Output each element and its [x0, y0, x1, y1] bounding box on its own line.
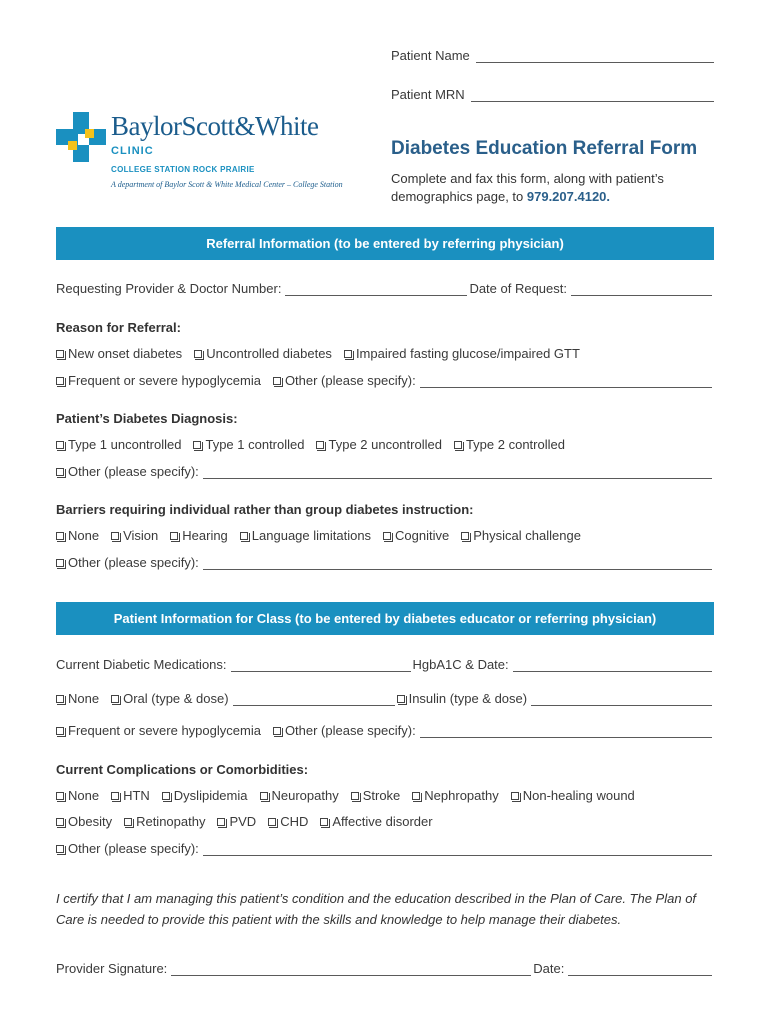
- checkbox-icon: [56, 559, 64, 567]
- option-label: Type 1 uncontrolled: [68, 437, 182, 452]
- medications-input[interactable]: [231, 660, 411, 672]
- option-label: Other (please specify):: [68, 464, 199, 479]
- diagnosis-other-input[interactable]: [203, 467, 712, 479]
- checkbox-icon: [56, 695, 64, 703]
- diagnosis-options: [56, 437, 577, 452]
- comorbidity-chd-checkbox[interactable]: [268, 814, 308, 829]
- form-title: Diabetes Education Referral Form: [391, 138, 698, 159]
- diagnosis-heading: Patient’s Diabetes Diagnosis:: [56, 411, 238, 426]
- barrier-language-checkbox[interactable]: [240, 528, 371, 543]
- diagnosis-type1-uncontrolled-checkbox[interactable]: [56, 437, 181, 452]
- certification-statement: I certify that I am managing this patient’s condition and the education described in the Plan of Care. The Plan of Care is needed to provide this patient with the skills and knowledge to help manage their diabetes.: [56, 891, 697, 927]
- checkbox-icon: [240, 532, 248, 540]
- barrier-physical-checkbox[interactable]: [461, 528, 581, 543]
- checkbox-icon: [56, 727, 64, 735]
- comorbidity-htn-checkbox[interactable]: [111, 788, 150, 803]
- option-label: Uncontrolled diabetes: [206, 346, 332, 361]
- option-label: Other (please specify):: [68, 841, 199, 856]
- diagnosis-type2-uncontrolled-checkbox[interactable]: [316, 437, 441, 452]
- comorbidity-dyslipidemia-checkbox[interactable]: [162, 788, 248, 803]
- checkbox-icon: [412, 792, 420, 800]
- diagnosis-type2-controlled-checkbox[interactable]: [454, 437, 565, 452]
- patient-name-field[interactable]: [391, 48, 714, 63]
- comorbidity-other-input[interactable]: [203, 844, 712, 856]
- patient-hypo-row: [56, 723, 714, 738]
- checkbox-icon: [320, 818, 328, 826]
- option-label: Type 2 uncontrolled: [328, 437, 442, 452]
- patient-name-label: Patient Name: [391, 48, 470, 63]
- checkbox-icon: [111, 695, 119, 703]
- diagnosis-type1-controlled-checkbox[interactable]: [193, 437, 304, 452]
- checkbox-icon: [193, 441, 201, 449]
- complications-heading: Current Complications or Comorbidities:: [56, 762, 309, 777]
- option-label: HTN: [123, 788, 150, 803]
- form-instructions: [391, 170, 711, 206]
- checkbox-icon: [273, 377, 281, 385]
- option-label: Insulin (type & dose): [408, 691, 528, 706]
- diagnosis-other-checkbox[interactable]: [56, 464, 199, 479]
- checkbox-icon: [351, 792, 359, 800]
- option-label: Frequent or severe hypoglycemia: [68, 723, 261, 738]
- provider-input[interactable]: [285, 284, 467, 296]
- comorbidity-pvd-checkbox[interactable]: [217, 814, 256, 829]
- option-label: Dyslipidemia: [173, 788, 248, 803]
- medication-insulin-checkbox[interactable]: [397, 691, 528, 706]
- date-request-input[interactable]: [571, 284, 712, 296]
- checkbox-icon: [461, 532, 469, 540]
- patient-other-checkbox[interactable]: [273, 723, 416, 738]
- option-label: Hearing: [182, 528, 228, 543]
- checkbox-icon: [268, 818, 276, 826]
- checkbox-icon: [111, 792, 119, 800]
- barrier-other-checkbox[interactable]: [56, 555, 199, 570]
- option-label: Type 1 controlled: [205, 437, 305, 452]
- checkbox-icon: [56, 350, 64, 358]
- comorbidity-other-checkbox[interactable]: [56, 841, 199, 856]
- barrier-cognitive-checkbox[interactable]: [383, 528, 449, 543]
- complications-other-row: [56, 841, 714, 856]
- medication-none-checkbox[interactable]: [56, 691, 99, 706]
- checkbox-icon: [170, 532, 178, 540]
- reason-hypoglycemia-checkbox[interactable]: [56, 373, 261, 388]
- referral-banner: [56, 227, 714, 260]
- reason-uncontrolled-checkbox[interactable]: [194, 346, 332, 361]
- medications-label: Current Diabetic Medications:: [56, 657, 227, 672]
- checkbox-icon: [162, 792, 170, 800]
- clinic-location: COLLEGE STATION ROCK PRAIRIE: [111, 165, 255, 174]
- signature-input[interactable]: [171, 964, 531, 976]
- checkbox-icon: [316, 441, 324, 449]
- checkbox-icon: [397, 695, 405, 703]
- checkbox-icon: [511, 792, 519, 800]
- patient-info-banner: [56, 602, 714, 635]
- option-label: CHD: [280, 814, 309, 829]
- signature-label: Provider Signature:: [56, 961, 168, 976]
- option-label: Type 2 controlled: [465, 437, 565, 452]
- option-label: Vision: [123, 528, 159, 543]
- option-label: Retinopathy: [136, 814, 206, 829]
- diagnosis-other-row: [56, 464, 714, 479]
- comorbidity-retinopathy-checkbox[interactable]: [124, 814, 205, 829]
- medications-row: [56, 657, 714, 672]
- comorbidity-neuropathy-checkbox[interactable]: [260, 788, 339, 803]
- patient-other-input[interactable]: [420, 726, 712, 738]
- checkbox-icon: [56, 377, 64, 385]
- checkbox-icon: [56, 468, 64, 476]
- option-label: Other (please specify):: [284, 723, 416, 738]
- reason-options-row2: [56, 373, 714, 388]
- checkbox-icon: [273, 727, 281, 735]
- checkbox-icon: [111, 532, 119, 540]
- insulin-input[interactable]: [531, 694, 712, 706]
- reason-impaired-fasting-checkbox[interactable]: [344, 346, 580, 361]
- checkbox-icon: [56, 792, 64, 800]
- comorbidity-obesity-checkbox[interactable]: [56, 814, 112, 829]
- checkbox-icon: [344, 350, 352, 358]
- option-label: None: [68, 788, 100, 803]
- option-label: None: [68, 691, 100, 706]
- reason-other-checkbox[interactable]: [273, 373, 416, 388]
- patient-mrn-field[interactable]: [391, 87, 714, 102]
- clinic-label: CLINIC: [111, 145, 154, 157]
- option-label: Nephropathy: [424, 788, 499, 803]
- option-label: Impaired fasting glucose/impaired GTT: [355, 346, 580, 361]
- checkbox-icon: [454, 441, 462, 449]
- barrier-hearing-checkbox[interactable]: [170, 528, 228, 543]
- checkbox-icon: [56, 818, 64, 826]
- complications-row2: [56, 814, 445, 829]
- department-note: A department of Baylor Scott & White Medical Center – College Station: [111, 180, 343, 189]
- option-label: Stroke: [362, 788, 401, 803]
- option-label: New onset diabetes: [68, 346, 183, 361]
- barrier-vision-checkbox[interactable]: [111, 528, 158, 543]
- complications-row1: [56, 788, 647, 803]
- medication-type-row: [56, 691, 714, 706]
- provider-label: Requesting Provider & Doctor Number:: [56, 281, 282, 296]
- comorbidity-affective-disorder-checkbox[interactable]: [320, 814, 432, 829]
- date-request-label: Date of Request:: [469, 281, 567, 296]
- option-label: Oral (type & dose): [123, 691, 229, 706]
- fax-number: 979.207.4120.: [526, 189, 611, 204]
- reason-options-row1: [56, 346, 592, 361]
- signature-date-input[interactable]: [568, 964, 712, 976]
- option-label: Physical challenge: [473, 528, 581, 543]
- referral-banner-text: Referral Information (to be entered by referring physician): [206, 236, 564, 251]
- option-label: Language limitations: [251, 528, 372, 543]
- reason-other-input[interactable]: [420, 376, 712, 388]
- option-label: Cognitive: [395, 528, 450, 543]
- patient-info-banner-text: Patient Information for Class (to be entered by diabetes educator or referring physician): [113, 611, 657, 626]
- checkbox-icon: [383, 532, 391, 540]
- checkbox-icon: [217, 818, 225, 826]
- patient-mrn-label: Patient MRN: [391, 87, 465, 102]
- reason-new-onset-checkbox[interactable]: [56, 346, 182, 361]
- signature-row: [56, 961, 714, 976]
- checkbox-icon: [124, 818, 132, 826]
- checkbox-icon: [260, 792, 268, 800]
- option-label: Non-healing wound: [522, 788, 635, 803]
- comorbidity-stroke-checkbox[interactable]: [351, 788, 401, 803]
- instructions-text: Complete and fax this form, along with patient’s demographics page, to: [391, 171, 664, 204]
- patient-hypoglycemia-checkbox[interactable]: [56, 723, 261, 738]
- option-label: None: [68, 528, 100, 543]
- option-label: Frequent or severe hypoglycemia: [68, 373, 261, 388]
- provider-row: [56, 281, 714, 296]
- checkbox-icon: [56, 532, 64, 540]
- baylor-cross-logo-icon: [56, 112, 106, 162]
- barrier-none-checkbox[interactable]: [56, 528, 99, 543]
- option-label: Other (please specify):: [284, 373, 416, 388]
- barriers-other-row: [56, 555, 714, 570]
- brand-name: BaylorScott&White: [111, 111, 319, 141]
- barriers-options: [56, 528, 593, 543]
- medication-oral-checkbox[interactable]: [111, 691, 229, 706]
- option-label: Affective disorder: [332, 814, 433, 829]
- option-label: PVD: [229, 814, 257, 829]
- oral-input[interactable]: [233, 694, 395, 706]
- checkbox-icon: [56, 845, 64, 853]
- comorbidity-none-checkbox[interactable]: [56, 788, 99, 803]
- option-label: Obesity: [68, 814, 113, 829]
- hgba1c-label: HgbA1C & Date:: [412, 657, 509, 672]
- hgba1c-input[interactable]: [513, 660, 712, 672]
- signature-date-label: Date:: [533, 961, 565, 976]
- checkbox-icon: [194, 350, 202, 358]
- checkbox-icon: [56, 441, 64, 449]
- comorbidity-nonhealing-wound-checkbox[interactable]: [511, 788, 635, 803]
- option-label: Neuropathy: [271, 788, 339, 803]
- reason-heading: Reason for Referral:: [56, 320, 181, 335]
- barriers-heading: Barriers requiring individual rather than group diabetes instruction:: [56, 502, 474, 517]
- comorbidity-nephropathy-checkbox[interactable]: [412, 788, 498, 803]
- option-label: Other (please specify):: [68, 555, 199, 570]
- barrier-other-input[interactable]: [203, 558, 712, 570]
